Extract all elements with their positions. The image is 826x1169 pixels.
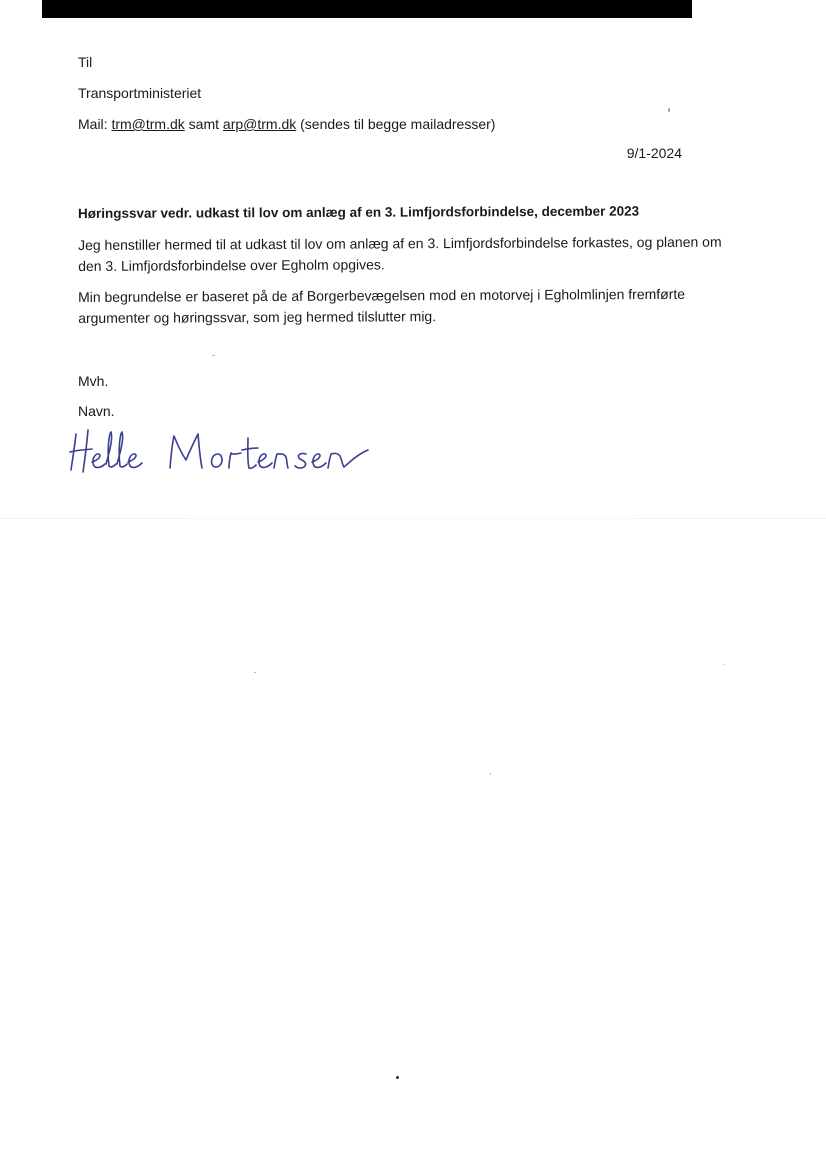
to-label: Til xyxy=(78,54,93,70)
handwritten-signature xyxy=(66,420,376,482)
scan-speck xyxy=(724,664,725,665)
letter-date: 9/1-2024 xyxy=(626,145,682,161)
letter-heading: Høringssvar vedr. udkast til lov om anlæg af en 3. Limfjordsforbindelse, december 2023 xyxy=(77,203,640,221)
mail-and: samt xyxy=(184,116,223,132)
mail-suffix: (sendes til begge mailadresser) xyxy=(296,116,496,132)
scan-speck xyxy=(212,355,215,356)
scan-artifact-line xyxy=(0,518,826,519)
name-label: Navn. xyxy=(78,403,115,419)
closing: Mvh. xyxy=(78,373,109,389)
mail-line xyxy=(78,114,495,134)
scan-speck xyxy=(490,773,491,775)
scan-speck xyxy=(668,108,670,112)
paragraph-request: Jeg henstiller hermed til at udkast til lov om anlæg af en 3. Limfjordsforbindelse forkastes, og planen om den 3. Limfjordsforbindelse over Egholm opgives. xyxy=(78,233,722,274)
scan-speck xyxy=(396,1076,399,1079)
email-link-trm[interactable]: trm@trm.dk xyxy=(111,116,185,132)
paragraph-reason: Min begrundelse er baseret på de af Borgerbevægelsen mod en motorvej i Egholmlinjen fremførte argumenter og høringssvar, som jeg hermed tilslutter mig. xyxy=(78,285,686,326)
scan-top-bar xyxy=(42,0,692,18)
mail-prefix: Mail: xyxy=(78,116,112,132)
scan-speck xyxy=(254,672,256,673)
email-link-arp[interactable]: arp@trm.dk xyxy=(222,116,297,132)
recipient: Transportministeriet xyxy=(78,85,202,101)
